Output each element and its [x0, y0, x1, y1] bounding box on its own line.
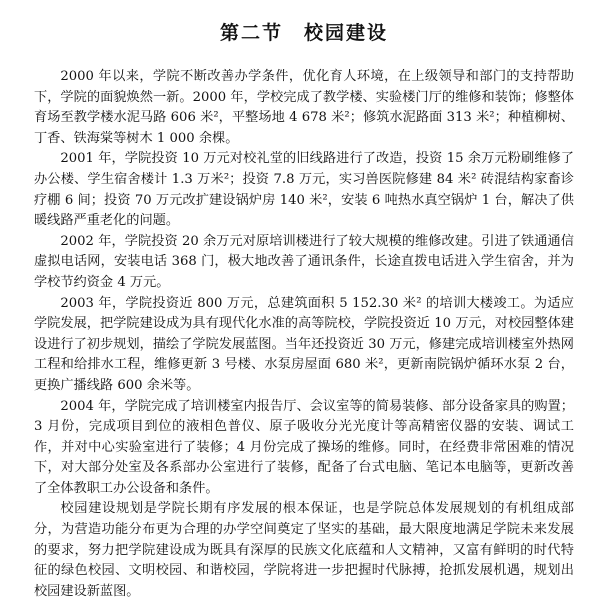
paragraph-2004: 2004 年，学院完成了培训楼室内报告厅、会议室等的简易装修、部分设备家具的购置；3 月份，完成项目到位的液相色普仪、原子吸收分光光度计等高精密仪器的安装、调试工作，并对中心实验室进行了装修；4 月份完成了操场的维修。同时，在经费非常困难的情况下，对大部分处室及各系部办公室进行了装修，配备了台式电脑、笔记本电脑等，更新改善了全体教职工办公设备和条件。 [34, 398, 574, 496]
paragraph-planning: 校园建设规划是学院长期有序发展的根本保证，也是学院总体发展规划的有机组成部分，为营造功能分布更为合理的办学空间奠定了坚实的基础，最大限度地满足学院未来发展的要求，努力把学院建设成为既具有深厚的民族文化底蕴和人文精神，又富有鲜明的时代特征的绿色校园、文明校园、和谐校园，学院将进一步把握时代脉搏，抢抓发展机遇，规划出校园建设新蓝图。 [34, 501, 574, 599]
section-title: 第二节 校园建设 [219, 22, 388, 44]
paragraph-2000: 2000 年以来，学院不断改善办学条件，优化育人环境，在上级领导和部门的支持帮助下，学院的面貌焕然一新。2000 年，学校完成了教学楼、实验楼门厅的维修和装饰；修整体育场至教学楼水泥马路 606 米²，平整场地 4 678 米²；修筑水泥路面 313 米²；种植柳树、丁香、铁海棠等树木 1 000 余棵。 [34, 69, 574, 146]
paragraph-2002: 2002 年，学院投资 20 余万元对原培训楼进行了较大规模的维修改建。引进了铁通通信虚拟电话网，安装电话 368 门，极大地改善了通讯条件，长途直拨电话进入学生宿舍，并为学校节约资金 4 万元。 [34, 233, 574, 290]
document-page [34, 18, 574, 602]
paragraph-2003: 2003 年，学院投资近 800 万元，总建筑面积 5 152.30 米² 的培训大楼竣工。为适应学院发展，把学院建设成为具有现代化水准的高等院校，学院投资近 10 万元，对校园整体建设进行了初步规划，描绘了学院发展蓝图。当年还投资近 30 万元，修建完成培训楼室外热网工程和给排水工程，维修更新 3 号楼、水泵房屋面 680 米²，更新南院锅炉循环水泵 2 台，更换广播线路 600 余米等。 [34, 295, 574, 393]
paragraph-2001: 2001 年，学院投资 10 万元对校礼堂的旧线路进行了改造，投资 15 余万元粉刷维修了办公楼、学生宿舍楼计 1.3 万米²；投资 7.8 万元，实习兽医院修建 84 米² 砖混结构家畜诊疗棚 6 间；投资 70 万元改扩建设锅炉房 140 米²，安装 6 吨热水真空锅炉 1 台，解决了供暖线路严重老化的问题。 [34, 151, 574, 229]
